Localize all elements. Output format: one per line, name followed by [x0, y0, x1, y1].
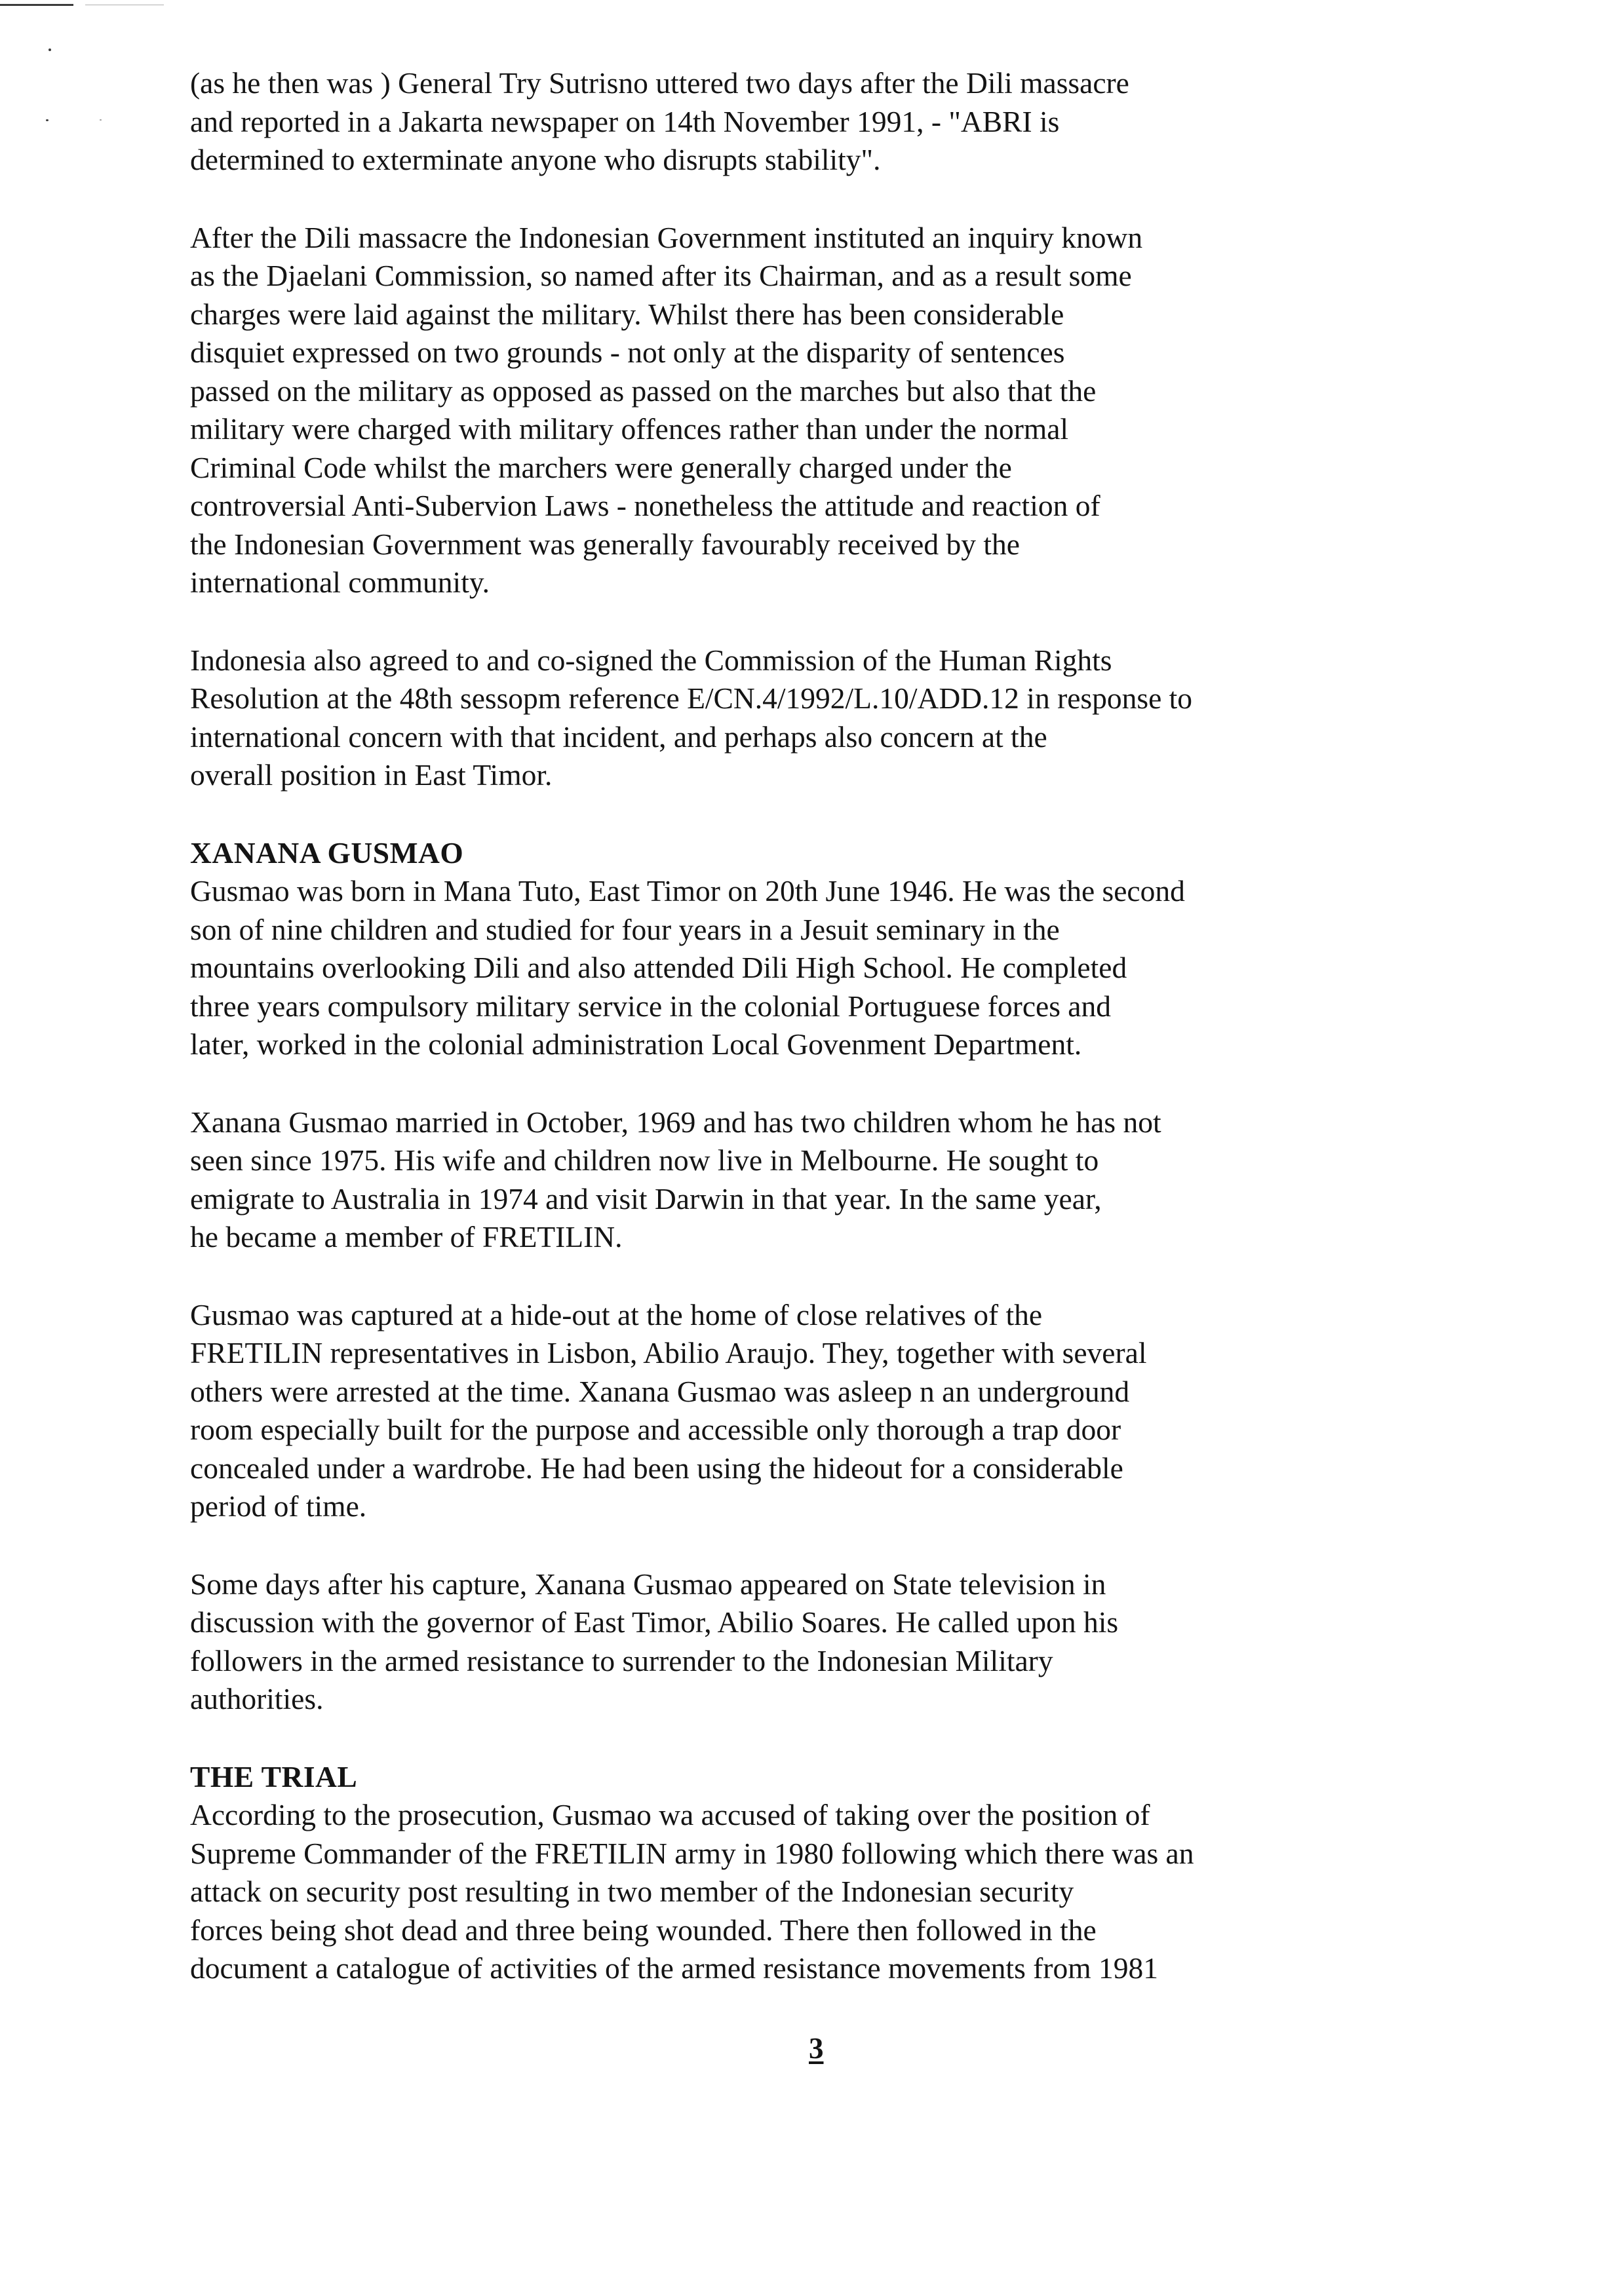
text-line: international concern with that incident, and perhaps also concern at the: [190, 719, 1047, 754]
paragraph-human-rights-resolution: [190, 641, 1396, 795]
scan-speck: [100, 119, 102, 121]
text-line: discussion with the governor of East Timor, Abilio Soares. He called upon his: [190, 1605, 1119, 1639]
paragraph-sutrisno-quote: [190, 64, 1396, 180]
text-line: three years compulsory military service in the colonial Portuguese forces and: [190, 989, 1111, 1023]
text-line: passed on the military as opposed as passed on the marches but also that the: [190, 373, 1097, 408]
text-line: authorities.: [190, 1682, 324, 1715]
paragraph-gusmao-family: [190, 1103, 1396, 1257]
text-line: According to the prosecution, Gusmao wa accused of taking over the position of: [190, 1798, 1150, 1831]
scan-speck: [49, 48, 51, 51]
text-line: Indonesia also agreed to and co-signed the Commission of the Human Rights: [190, 643, 1112, 677]
text-line: period of time.: [190, 1489, 367, 1523]
paragraph-gusmao-biography: [190, 872, 1396, 1064]
paragraph-djaelani-commission: [190, 219, 1396, 602]
text-line: he became a member of FRETILIN.: [190, 1220, 623, 1253]
paragraph-gusmao-capture: [190, 1296, 1396, 1526]
text-line: charges were laid against the military. Whilst there has been considerable: [190, 297, 1064, 331]
text-line: military were charged with military offences rather than under the normal: [190, 412, 1069, 446]
paragraph-television-appearance: [190, 1565, 1396, 1719]
text-line: forces being shot dead and three being wounded. There then followed in the: [190, 1913, 1097, 1947]
text-line: Gusmao was born in Mana Tuto, East Timor on 20th June 1946. He was the second: [190, 874, 1185, 908]
text-line: the Indonesian Government was generally favourably received by the: [190, 527, 1020, 561]
text-line: determined to exterminate anyone who disrupts stability".: [190, 143, 881, 176]
text-line: later, worked in the colonial administration Local Govenment Department.: [190, 1027, 1082, 1061]
scan-speck: [46, 119, 49, 121]
text-line: as the Djaelani Commission, so named after its Chairman, and as a result some: [190, 259, 1132, 292]
text-line: concealed under a wardrobe. He had been using the hideout for a considerable: [190, 1451, 1123, 1485]
page-number: 3: [809, 2032, 824, 2065]
text-line: and reported in a Jakarta newspaper on 14th November 1991, - "ABRI is: [190, 104, 1060, 138]
text-line: Resolution at the 48th sessopm reference E/CN.4/1992/L.10/ADD.12 in response to: [190, 681, 1193, 715]
text-line: disquiet expressed on two grounds - not only at the disparity of sentences: [190, 335, 1065, 369]
text-line: attack on security post resulting in two member of the Indonesian security: [190, 1875, 1074, 1908]
text-line: Criminal Code whilst the marchers were generally charged under the: [190, 450, 1012, 484]
section-heading-xanana-gusmao: XANANA GUSMAO: [190, 835, 464, 870]
section-heading-the-trial: THE TRIAL: [190, 1759, 358, 1793]
text-line: others were arrested at the time. Xanana Gusmao was asleep n an underground: [190, 1374, 1130, 1408]
text-line: room especially built for the purpose and accessible only thorough a trap door: [190, 1413, 1121, 1446]
scan-edge-mark: [0, 4, 73, 6]
text-line: mountains overlooking Dili and also attended Dili High School. He completed: [190, 951, 1127, 984]
text-line: Supreme Commander of the FRETILIN army in 1980 following which there was an: [190, 1836, 1194, 1870]
document-page: [190, 64, 1396, 1988]
text-line: Gusmao was captured at a hide-out at the home of close relatives of the: [190, 1297, 1043, 1331]
text-line: overall position in East Timor.: [190, 758, 553, 792]
text-line: international community.: [190, 565, 490, 599]
text-line: After the Dili massacre the Indonesian Government instituted an inquiry known: [190, 220, 1143, 254]
text-line: son of nine children and studied for four years in a Jesuit seminary in the: [190, 912, 1060, 946]
text-line: Some days after his capture, Xanana Gusmao appeared on State television in: [190, 1567, 1106, 1601]
text-line: FRETILIN representatives in Lisbon, Abilio Araujo. They, together with several: [190, 1336, 1147, 1369]
text-line: (as he then was ) General Try Sutrisno uttered two days after the Dili massacre: [190, 66, 1129, 100]
text-line: emigrate to Australia in 1974 and visit Darwin in that year. In the same year,: [190, 1181, 1102, 1215]
text-line: Xanana Gusmao married in October, 1969 and has two children whom he has not: [190, 1105, 1161, 1139]
text-line: document a catalogue of activities of the armed resistance movements from 1981: [190, 1951, 1158, 1985]
text-line: followers in the armed resistance to surrender to the Indonesian Military: [190, 1643, 1053, 1677]
text-line: controversial Anti-Subervion Laws - nonetheless the attitude and reaction of: [190, 489, 1100, 522]
paragraph-prosecution: [190, 1796, 1396, 1988]
text-line: seen since 1975. His wife and children now live in Melbourne. He sought to: [190, 1143, 1099, 1177]
